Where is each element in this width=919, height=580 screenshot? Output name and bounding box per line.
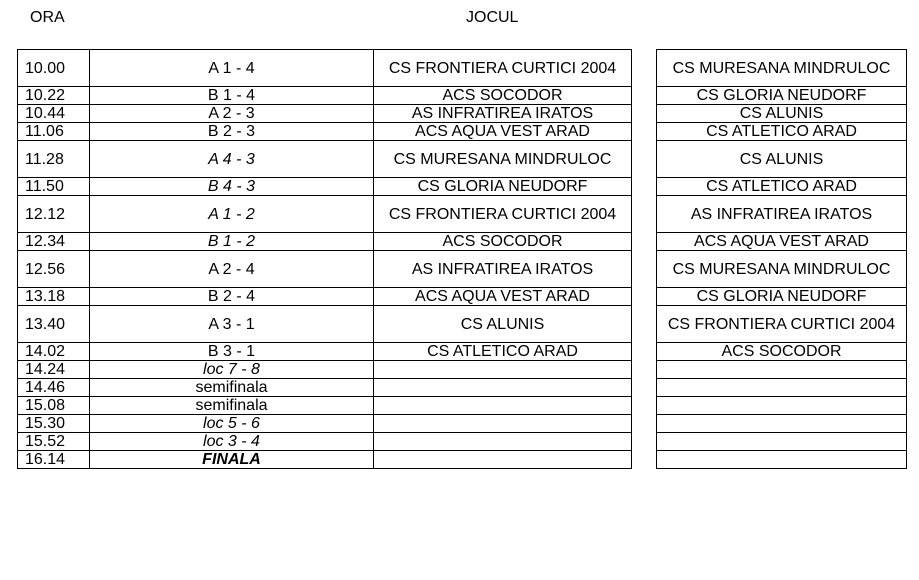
opponent-row: [657, 288, 907, 306]
team-cell: CS MURESANA MINDRULOC: [374, 141, 632, 178]
schedule-row: [18, 361, 632, 379]
opponent-cell: CS ATLETICO ARAD: [657, 123, 907, 141]
time-cell: 12.34: [18, 233, 90, 251]
opponent-cell: CS ALUNIS: [657, 105, 907, 123]
team-cell: [374, 361, 632, 379]
time-cell: 13.40: [18, 306, 90, 343]
team-cell: [374, 433, 632, 451]
opponent-row: [657, 343, 907, 361]
schedule-row: [18, 105, 632, 123]
schedule-row: [18, 288, 632, 306]
opponent-cell: CS GLORIA NEUDORF: [657, 288, 907, 306]
schedule-row: [18, 433, 632, 451]
match-cell: loc 5 - 6: [90, 415, 374, 433]
opponent-cell: [657, 361, 907, 379]
opponent-row: [657, 123, 907, 141]
schedule-row: [18, 87, 632, 105]
opponent-row: [657, 178, 907, 196]
team-cell: CS GLORIA NEUDORF: [374, 178, 632, 196]
opponent-row: [657, 50, 907, 87]
team-cell: CS FRONTIERA CURTICI 2004: [374, 196, 632, 233]
team-cell: [374, 415, 632, 433]
team-cell: ACS AQUA VEST ARAD: [374, 123, 632, 141]
opponent-cell: ACS SOCODOR: [657, 343, 907, 361]
time-cell: 15.52: [18, 433, 90, 451]
schedule-row: [18, 397, 632, 415]
opponent-cell: CS ALUNIS: [657, 141, 907, 178]
time-cell: 10.00: [18, 50, 90, 87]
schedule-row: [18, 379, 632, 397]
time-cell: 11.50: [18, 178, 90, 196]
opponent-row: [657, 306, 907, 343]
time-cell: 14.46: [18, 379, 90, 397]
opponent-row: [657, 87, 907, 105]
team-cell: CS ALUNIS: [374, 306, 632, 343]
match-cell: semifinala: [90, 397, 374, 415]
time-cell: 14.02: [18, 343, 90, 361]
match-cell: B 2 - 3: [90, 123, 374, 141]
opponent-row: [657, 141, 907, 178]
match-cell: A 3 - 1: [90, 306, 374, 343]
team-cell: CS FRONTIERA CURTICI 2004: [374, 50, 632, 87]
opponent-cell: [657, 451, 907, 469]
schedule-row: [18, 451, 632, 469]
schedule-row: [18, 233, 632, 251]
time-cell: 14.24: [18, 361, 90, 379]
match-cell: loc 3 - 4: [90, 433, 374, 451]
match-cell: B 1 - 4: [90, 87, 374, 105]
opponent-cell: CS MURESANA MINDRULOC: [657, 251, 907, 288]
opponent-row: [657, 379, 907, 397]
schedule-row: [18, 123, 632, 141]
header-jocul: JOCUL: [466, 9, 519, 26]
team-cell: AS INFRATIREA IRATOS: [374, 105, 632, 123]
opponent-row: [657, 361, 907, 379]
time-cell: 13.18: [18, 288, 90, 306]
opponent-row: [657, 451, 907, 469]
schedule-table: [17, 49, 632, 469]
opponent-cell: [657, 433, 907, 451]
time-cell: 11.28: [18, 141, 90, 178]
team-cell: CS ATLETICO ARAD: [374, 343, 632, 361]
time-cell: 12.12: [18, 196, 90, 233]
opponent-cell: AS INFRATIREA IRATOS: [657, 196, 907, 233]
header-ora: ORA: [30, 9, 65, 26]
opponent-cell: CS FRONTIERA CURTICI 2004: [657, 306, 907, 343]
team-cell: [374, 397, 632, 415]
match-cell: B 1 - 2: [90, 233, 374, 251]
schedule-row: [18, 343, 632, 361]
team-cell: AS INFRATIREA IRATOS: [374, 251, 632, 288]
schedule-row: [18, 178, 632, 196]
team-cell: ACS SOCODOR: [374, 233, 632, 251]
opponent-row: [657, 233, 907, 251]
time-cell: 15.08: [18, 397, 90, 415]
opponent-row: [657, 251, 907, 288]
match-cell: FINALA: [90, 451, 374, 469]
schedule-row: [18, 196, 632, 233]
time-cell: 10.22: [18, 87, 90, 105]
opponent-row: [657, 415, 907, 433]
schedule-row: [18, 251, 632, 288]
opponent-cell: ACS AQUA VEST ARAD: [657, 233, 907, 251]
match-cell: B 3 - 1: [90, 343, 374, 361]
match-cell: semifinala: [90, 379, 374, 397]
match-cell: loc 7 - 8: [90, 361, 374, 379]
team-cell: ACS AQUA VEST ARAD: [374, 288, 632, 306]
opponent-cell: [657, 397, 907, 415]
opponent-cell: CS ATLETICO ARAD: [657, 178, 907, 196]
opponent-table: [656, 49, 907, 469]
opponent-row: [657, 196, 907, 233]
match-cell: B 2 - 4: [90, 288, 374, 306]
opponent-cell: [657, 415, 907, 433]
team-cell: [374, 451, 632, 469]
match-cell: A 2 - 3: [90, 105, 374, 123]
schedule-row: [18, 50, 632, 87]
opponent-row: [657, 105, 907, 123]
time-cell: 11.06: [18, 123, 90, 141]
opponent-row: [657, 433, 907, 451]
match-cell: A 4 - 3: [90, 141, 374, 178]
opponent-cell: CS GLORIA NEUDORF: [657, 87, 907, 105]
team-cell: [374, 379, 632, 397]
schedule-row: [18, 306, 632, 343]
time-cell: 10.44: [18, 105, 90, 123]
team-cell: ACS SOCODOR: [374, 87, 632, 105]
match-cell: A 2 - 4: [90, 251, 374, 288]
time-cell: 16.14: [18, 451, 90, 469]
match-cell: B 4 - 3: [90, 178, 374, 196]
time-cell: 15.30: [18, 415, 90, 433]
opponent-row: [657, 397, 907, 415]
opponent-cell: CS MURESANA MINDRULOC: [657, 50, 907, 87]
match-cell: A 1 - 4: [90, 50, 374, 87]
schedule-row: [18, 415, 632, 433]
schedule-row: [18, 141, 632, 178]
opponent-cell: [657, 379, 907, 397]
match-cell: A 1 - 2: [90, 196, 374, 233]
time-cell: 12.56: [18, 251, 90, 288]
